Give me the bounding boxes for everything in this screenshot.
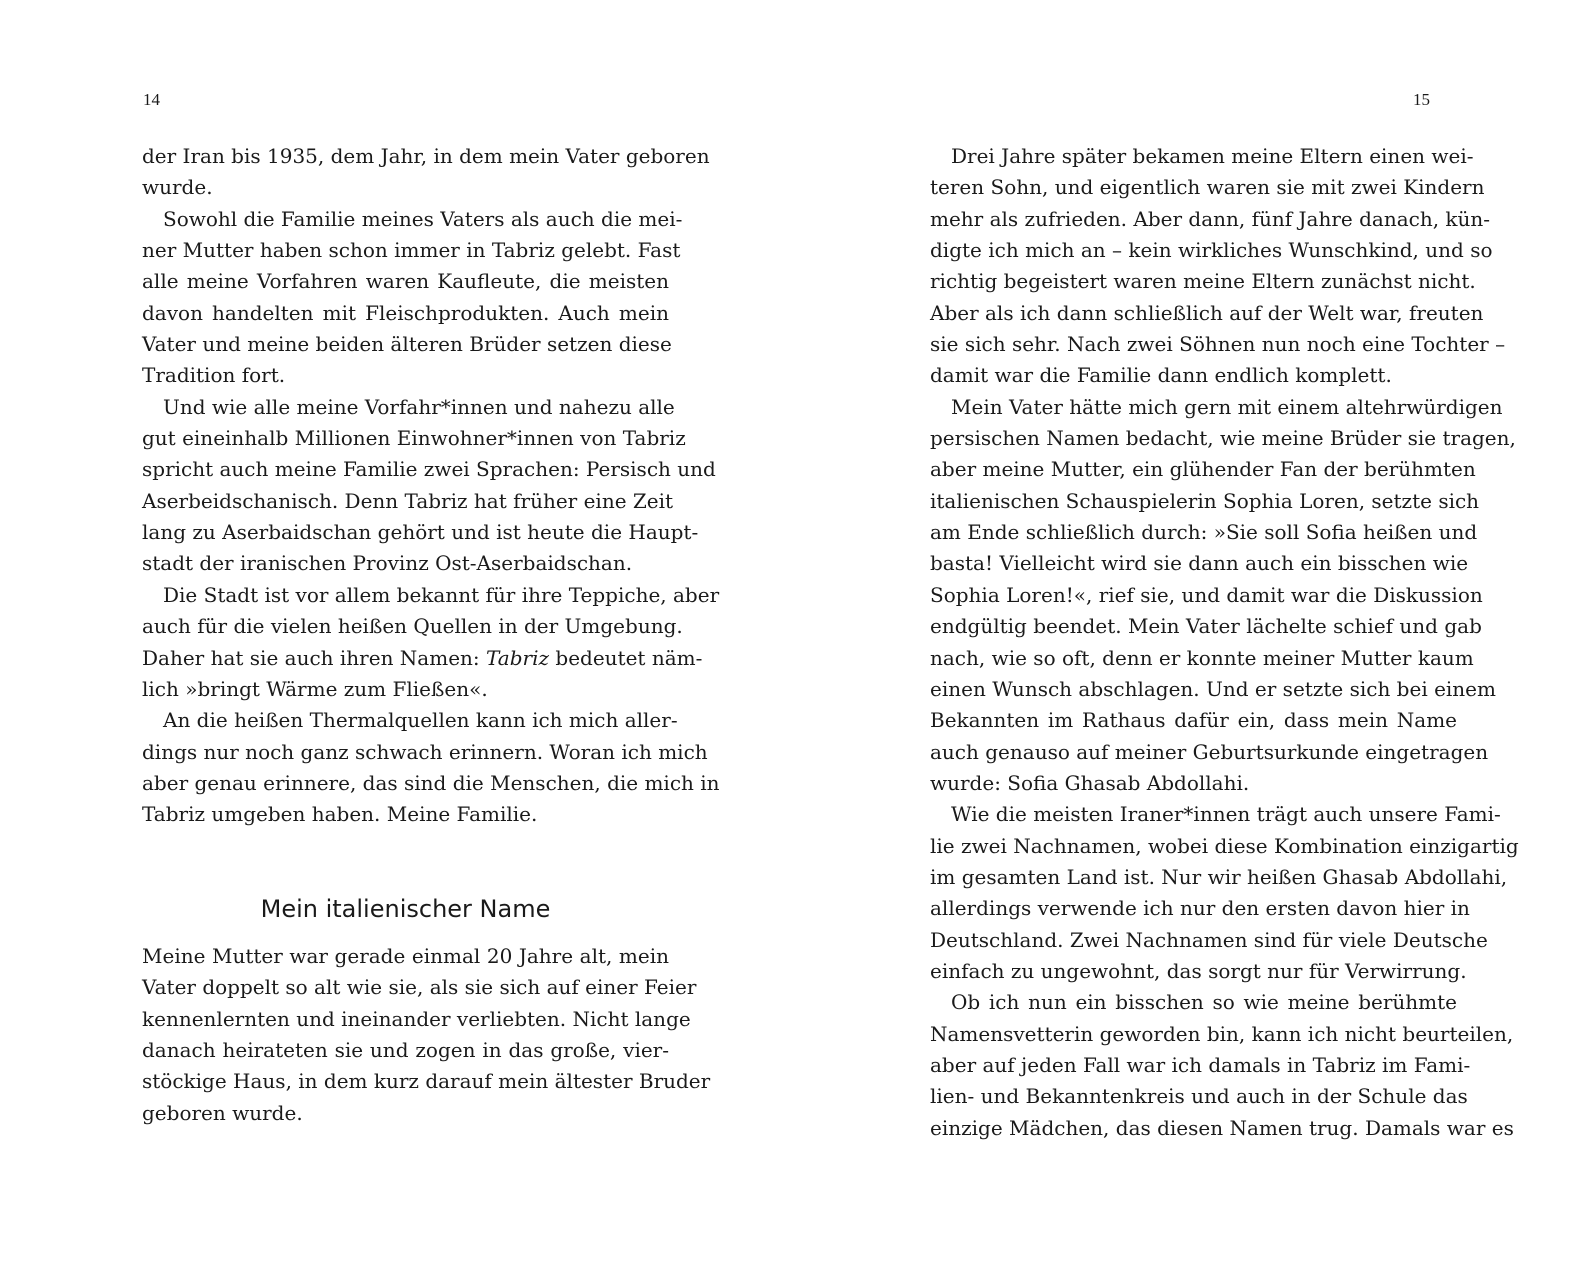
text-line: richtig begeistert waren meine Eltern zunächst nicht. <box>930 269 1476 294</box>
text-line: teren Sohn, und eigentlich waren sie mit zwei Kindern <box>930 175 1485 200</box>
right-text-block <box>930 141 1519 1144</box>
text-line: An die heißen Thermalquellen kann ich mich aller- <box>163 708 678 733</box>
left-text-block-2 <box>142 941 711 1129</box>
text-line: dings nur noch ganz schwach erinnern. Woran ich mich <box>142 739 708 764</box>
text-line: sie sich sehr. Nach zwei Söhnen nun noch eine Tochter – <box>930 332 1506 357</box>
text-line: Vater und meine beiden älteren Brüder setzen diese <box>142 332 672 357</box>
text-line: Aserbeidschanisch. Denn Tabriz hat früher eine Zeit <box>142 488 674 513</box>
text-line: gut eineinhalb Millionen Einwohner*innen von Tabriz <box>142 426 686 451</box>
section-heading: Mein italienischer Name <box>260 895 551 923</box>
text-line: davon handelten mit Fleischprodukten. Auch mein <box>142 300 669 325</box>
text-line: Namensvetterin geworden bin, kann ich nicht beurteilen, <box>930 1021 1514 1046</box>
text-line: stadt der iranischen Provinz Ost-Aserbaidschan. <box>142 551 633 576</box>
text-line: Bekannten im Rathaus dafür ein, dass mein Name <box>930 708 1457 733</box>
text-line: mehr als zufrieden. Aber dann, fünf Jahre danach, kün- <box>930 206 1491 231</box>
text-line: aber auf jeden Fall war ich damals in Tabriz im Fami- <box>930 1052 1471 1077</box>
text-line: auch genauso auf meiner Geburtsurkunde eingetragen <box>930 739 1489 764</box>
text-line: lie zwei Nachnamen, wobei diese Kombination einzigartig <box>930 833 1519 858</box>
text-line: Vater doppelt so alt wie sie, als sie sich auf einer Feier <box>142 975 697 1000</box>
text-line: Ob ich nun ein bisschen so wie meine berühmte <box>951 990 1457 1015</box>
text-line: Und wie alle meine Vorfahr*innen und nahezu alle <box>163 394 675 419</box>
text-line: Wie die meisten Iraner*innen trägt auch unsere Fami- <box>951 802 1501 827</box>
text-line: kennenlernten und ineinander verliebten. Nicht lange <box>142 1006 691 1031</box>
text-line: aber genau erinnere, das sind die Menschen, die mich in <box>142 770 720 795</box>
text-line: lien- und Bekanntenkreis und auch in der Schule das <box>930 1084 1468 1109</box>
text-line: allerdings verwende ich nur den ersten davon hier in <box>930 896 1470 921</box>
text-line: einzige Mädchen, das diesen Namen trug. Damals war es <box>930 1115 1514 1140</box>
text-line: damit war die Familie dann endlich komplett. <box>930 363 1392 388</box>
text-line: Meine Mutter war gerade einmal 20 Jahre alt, mein <box>142 944 669 968</box>
text-line: endgültig beendet. Mein Vater lächelte schief und gab <box>930 614 1482 639</box>
text-line: persischen Namen bedacht, wie meine Brüder sie tragen, <box>930 426 1516 451</box>
text-line <box>142 643 703 674</box>
text-line: Mein Vater hätte mich gern mit einem altehrwürdigen <box>951 394 1503 419</box>
text-line: alle meine Vorfahren waren Kaufleute, die meisten <box>142 269 669 294</box>
italic-word: Tabriz <box>486 645 550 670</box>
text-line: ner Mutter haben schon immer in Tabriz gelebt. Fast <box>142 238 681 263</box>
text-line: Drei Jahre später bekamen meine Eltern einen wei- <box>951 144 1474 168</box>
text-line: danach heirateten sie und zogen in das große, vier- <box>142 1038 669 1063</box>
text-line: Tabriz umgeben haben. Meine Familie. <box>142 802 538 827</box>
text-line: Aber als ich dann schließlich auf der Welt war, freuten <box>930 300 1484 325</box>
text-line: wurde. <box>142 175 213 200</box>
text-fragment: Daher hat sie auch ihren Namen: <box>142 645 487 670</box>
right-page <box>797 0 1594 1270</box>
text-line: auch für die vielen heißen Quellen in der Umgebung. <box>142 614 683 639</box>
left-text-block-1 <box>142 141 720 831</box>
text-fragment: bedeutet näm- <box>549 645 703 670</box>
text-line: geboren wurde. <box>142 1100 303 1125</box>
text-line: im gesamten Land ist. Nur wir heißen Ghasab Abdollahi, <box>930 864 1508 889</box>
text-line: digte ich mich an – kein wirkliches Wunschkind, und so <box>930 238 1493 263</box>
text-line: Sophia Loren!«, rief sie, und damit war die Diskussion <box>930 582 1483 607</box>
text-line: einfach zu ungewohnt, das sorgt nur für Verwirrung. <box>930 958 1467 983</box>
text-line: spricht auch meine Familie zwei Sprachen: Persisch und <box>142 457 716 482</box>
text-line: aber meine Mutter, ein glühender Fan der berühmten <box>930 457 1476 482</box>
text-line: lich »bringt Wärme zum Fließen«. <box>142 676 488 701</box>
page-number-right: 15 <box>1413 90 1430 109</box>
page-number-left: 14 <box>143 90 160 109</box>
text-line: Tradition fort. <box>142 363 286 388</box>
text-line: lang zu Aserbaidschan gehört und ist heute die Haupt- <box>142 520 699 545</box>
text-line: stöckige Haus, in dem kurz darauf mein ältester Bruder <box>142 1069 711 1094</box>
text-line: Deutschland. Zwei Nachnamen sind für viele Deutsche <box>930 927 1488 952</box>
text-line: einen Wunsch abschlagen. Und er setzte sich bei einem <box>930 676 1496 701</box>
text-line: Die Stadt ist vor allem bekannt für ihre Teppiche, aber <box>163 582 720 607</box>
text-line: nach, wie so oft, denn er konnte meiner Mutter kaum <box>930 645 1474 670</box>
text-line: wurde: Sofia Ghasab Abdollahi. <box>930 770 1250 795</box>
text-line: italienischen Schauspielerin Sophia Loren, setzte sich <box>930 488 1480 513</box>
text-line: der Iran bis 1935, dem Jahr, in dem mein Vater geboren <box>142 144 710 168</box>
text-line: am Ende schließlich durch: »Sie soll Sofia heißen und <box>930 520 1478 545</box>
text-line: basta! Vielleicht wird sie dann auch ein bisschen wie <box>930 551 1469 576</box>
text-line: Sowohl die Familie meines Vaters als auch die mei- <box>163 206 683 231</box>
